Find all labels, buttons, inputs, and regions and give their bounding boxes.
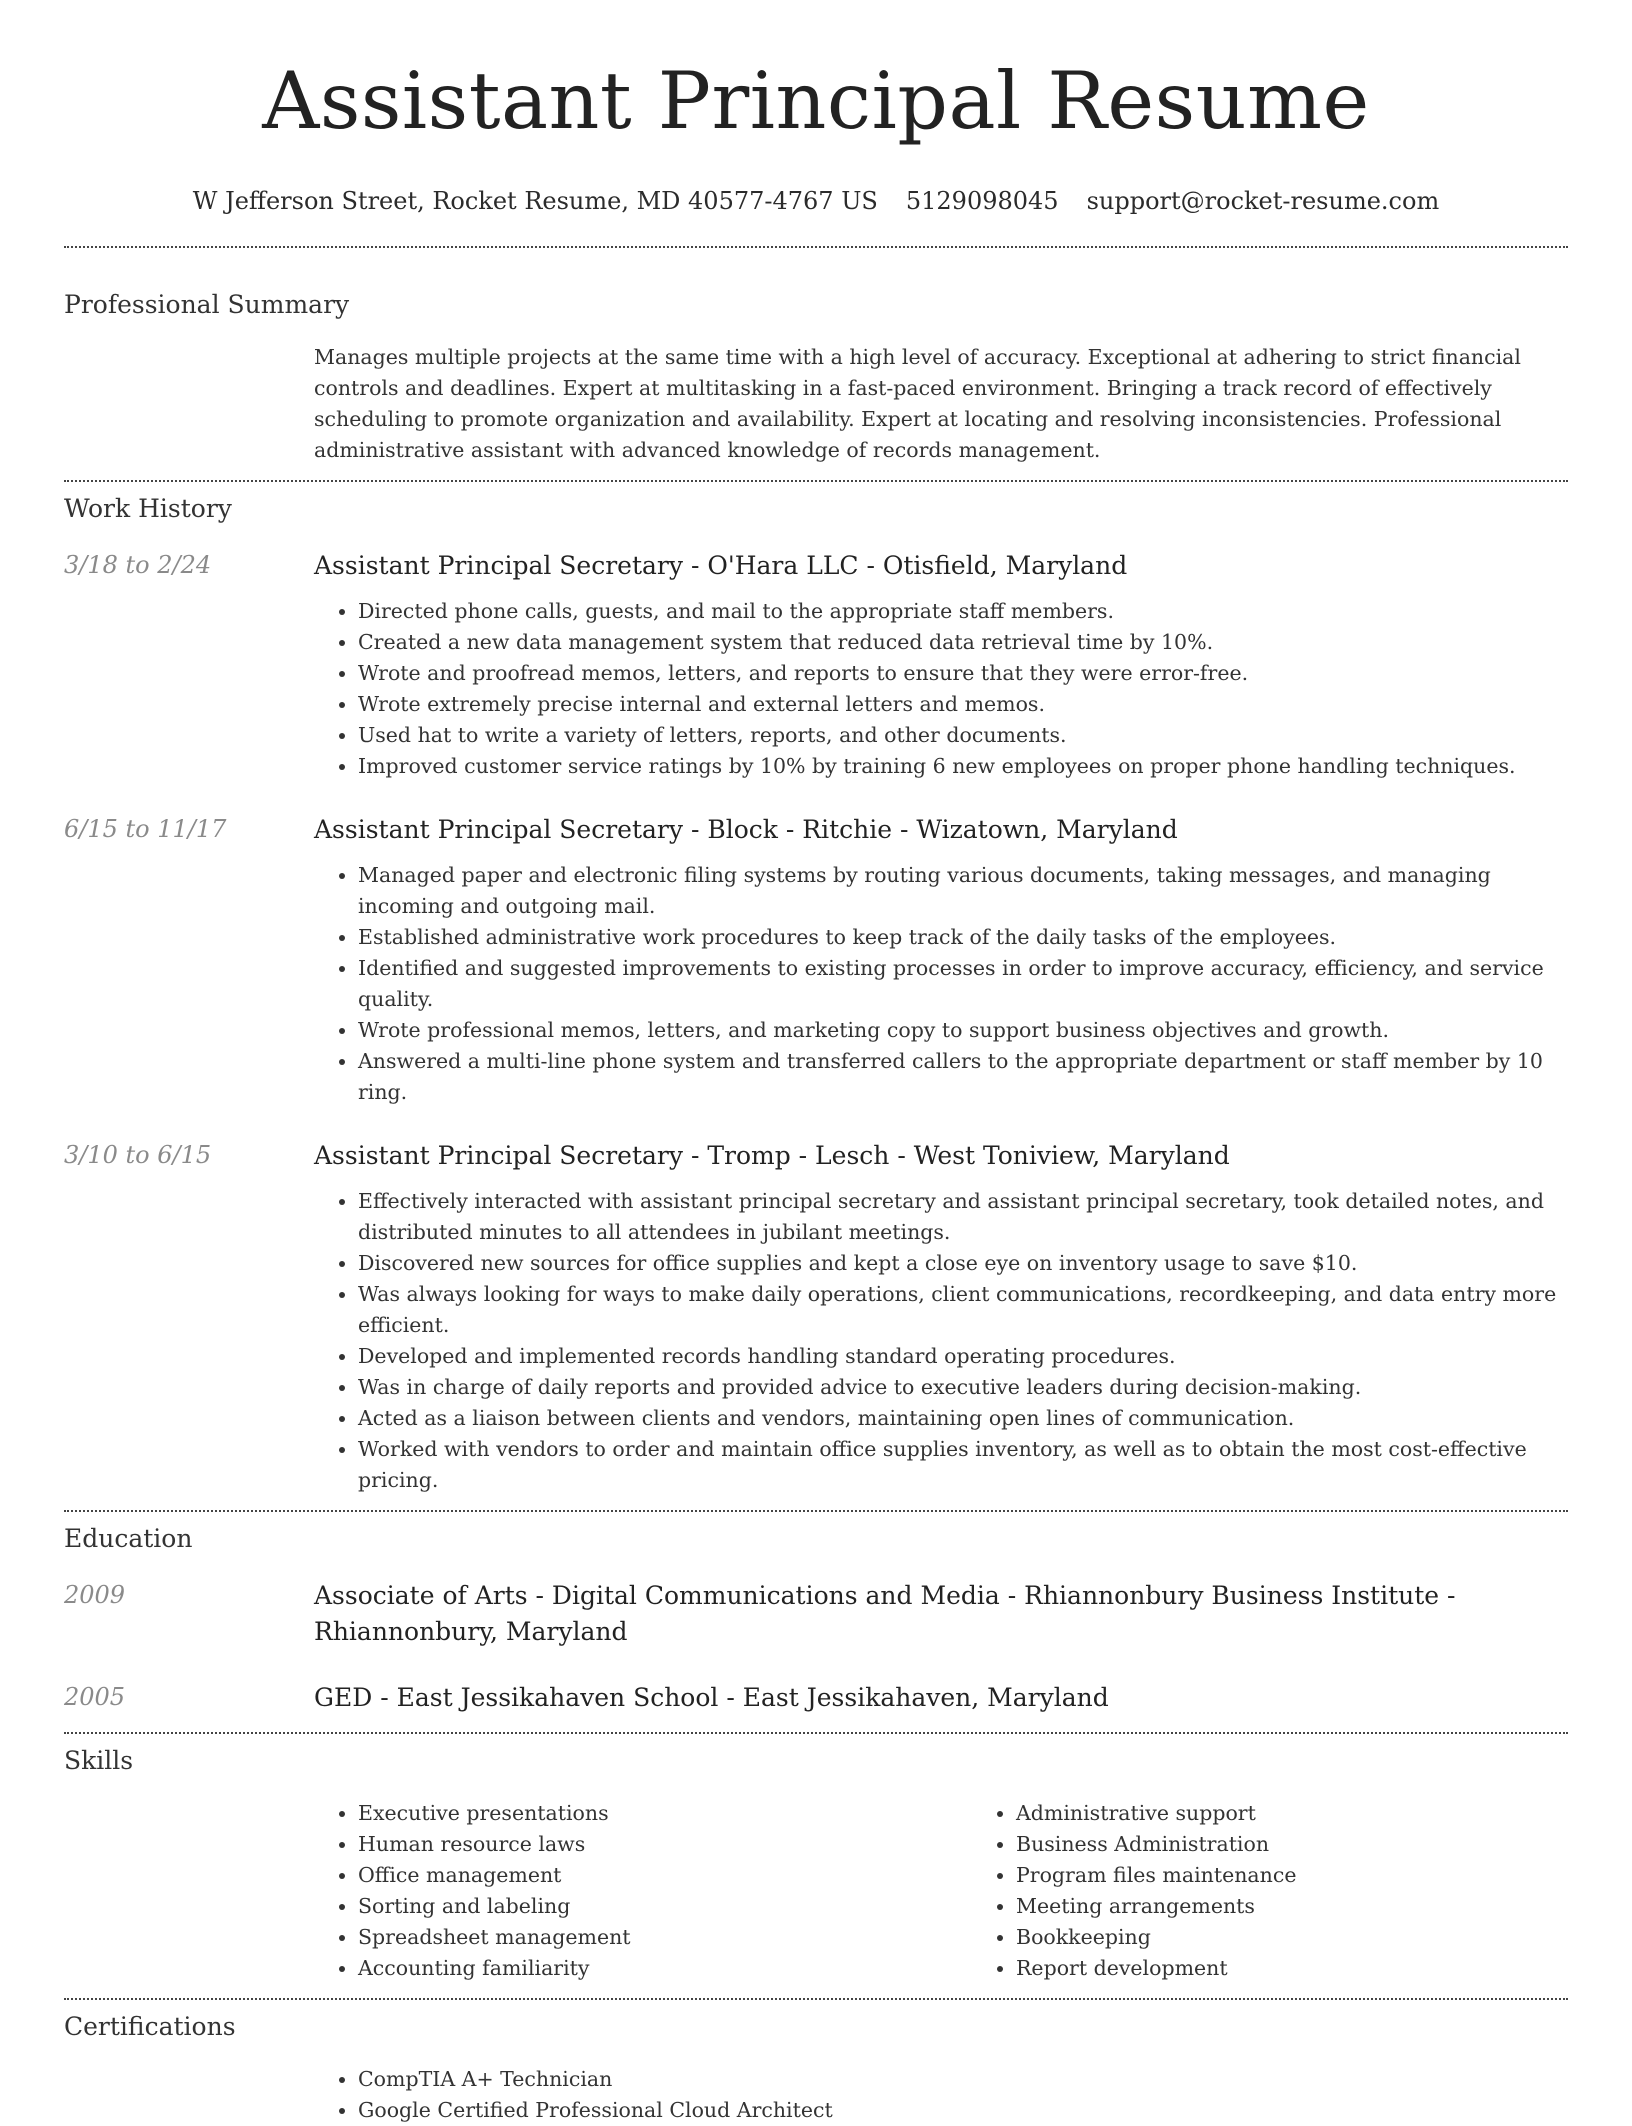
job-title: Assistant Principal Secretary - Block - Ritchie - Wizatown, Maryland xyxy=(314,815,1178,844)
list-item: • Was always looking for ways to make daily operations, client communications, recordkeeping, and data entry more efficient. xyxy=(358,1279,1568,1341)
work-history-section xyxy=(64,492,1568,1496)
education-year: 2009 xyxy=(64,1581,126,1609)
job-title: Assistant Principal Secretary - Tromp - Lesch - West Toniview, Maryland xyxy=(314,1141,1230,1170)
section-divider xyxy=(64,246,1568,248)
summary-section xyxy=(64,288,1568,466)
list-item: • Meeting arrangements xyxy=(1016,1891,1630,1922)
job-bullets xyxy=(314,596,1568,782)
education-title: GED - East Jessikahaven School - East Jessikahaven, Maryland xyxy=(314,1683,1109,1712)
contact-address: W Jefferson Street, Rocket Resume, MD 40577-4767 US xyxy=(192,187,878,215)
list-item: • Created a new data management system that reduced data retrieval time by 10%. xyxy=(358,627,1568,658)
list-item: • Discovered new sources for office supplies and kept a close eye on inventory usage to save $10. xyxy=(358,1248,1568,1279)
section-heading-summary: Professional Summary xyxy=(64,290,350,319)
section-heading-skills: Skills xyxy=(64,1746,134,1775)
education-title: Associate of Arts - Digital Communications and Media - Rhiannonbury Business Institute - Rhiannonbury, Maryland xyxy=(314,1581,1456,1646)
list-item: • Identified and suggested improvements to existing processes in order to improve accuracy, efficiency, and service quality. xyxy=(358,953,1568,1015)
list-item: • Answered a multi-line phone system and transferred callers to the appropriate department or staff member by 10 ring. xyxy=(358,1046,1568,1108)
section-heading-certifications: Certifications xyxy=(64,2012,236,2041)
job-bullets xyxy=(314,860,1568,1108)
education-entry xyxy=(64,1578,1568,1650)
resume-title: Assistant Principal Resume xyxy=(262,55,1370,147)
skills-section xyxy=(64,1744,1568,1984)
section-divider xyxy=(64,1732,1568,1734)
job-dates: 6/15 to 11/17 xyxy=(64,815,227,843)
job-entry xyxy=(64,812,1568,1108)
list-item: • Sorting and labeling xyxy=(358,1891,972,1922)
list-item: • Administrative support xyxy=(1016,1798,1630,1829)
list-item: • Wrote extremely precise internal and external letters and memos. xyxy=(358,689,1568,720)
education-year: 2005 xyxy=(64,1683,126,1711)
education-section xyxy=(64,1522,1568,1716)
certifications-list xyxy=(314,2064,1568,2126)
section-divider xyxy=(64,480,1568,482)
section-heading-education: Education xyxy=(64,1524,193,1553)
list-item: • Report development xyxy=(1016,1953,1630,1984)
contact-email: support@rocket-resume.com xyxy=(1086,187,1440,215)
list-item: • Effectively interacted with assistant principal secretary and assistant principal secretary, took detailed notes, and distributed minutes to all attendees in jubilant meetings. xyxy=(358,1186,1568,1248)
list-item: • Wrote and proofread memos, letters, and reports to ensure that they were error-free. xyxy=(358,658,1568,689)
certifications-section xyxy=(64,2010,1568,2126)
list-item: • Was in charge of daily reports and provided advice to executive leaders during decision-making. xyxy=(358,1372,1568,1403)
list-item: • Wrote professional memos, letters, and marketing copy to support business objectives and growth. xyxy=(358,1015,1568,1046)
job-entry xyxy=(64,1138,1568,1496)
resume-page xyxy=(64,0,1568,2126)
list-item: • Bookkeeping xyxy=(1016,1922,1630,1953)
list-item: • Developed and implemented records handling standard operating procedures. xyxy=(358,1341,1568,1372)
section-divider xyxy=(64,1998,1568,2000)
contact-phone: 5129098045 xyxy=(905,187,1059,215)
list-item: • Accounting familiarity xyxy=(358,1953,972,1984)
list-item: • Managed paper and electronic filing systems by routing various documents, taking messages, and managing incoming and outgoing mail. xyxy=(358,860,1568,922)
list-item: • Human resource laws xyxy=(358,1829,972,1860)
job-dates: 3/18 to 2/24 xyxy=(64,551,212,579)
list-item: • Google Certified Professional Cloud Architect xyxy=(358,2095,1568,2126)
job-title: Assistant Principal Secretary - O'Hara LLC - Otisfield, Maryland xyxy=(314,551,1128,580)
job-entry xyxy=(64,548,1568,782)
summary-text: Manages multiple projects at the same time with a high level of accuracy. Exceptional at adhering to strict financial controls and deadlines. Expert at multitasking in a fast-paced environment. Bringing a track record of effectively scheduling to promote organization and availability. Expert at locating and resolving inconsistencies. Professional administrative assistant with advanced knowledge of records management. xyxy=(314,345,1521,462)
job-dates: 3/10 to 6/15 xyxy=(64,1141,212,1169)
list-item: • Acted as a liaison between clients and vendors, maintaining open lines of communication. xyxy=(358,1403,1568,1434)
education-entry xyxy=(64,1680,1568,1716)
skills-list-right xyxy=(972,1798,1630,1984)
list-item: • Directed phone calls, guests, and mail to the appropriate staff members. xyxy=(358,596,1568,627)
list-item: • Office management xyxy=(358,1860,972,1891)
list-item: • Used hat to write a variety of letters, reports, and other documents. xyxy=(358,720,1568,751)
skills-list-left xyxy=(314,1798,972,1984)
section-divider xyxy=(64,1510,1568,1512)
contact-line xyxy=(64,184,1568,218)
job-bullets xyxy=(314,1186,1568,1496)
list-item: • Established administrative work procedures to keep track of the daily tasks of the employees. xyxy=(358,922,1568,953)
list-item: • Program files maintenance xyxy=(1016,1860,1630,1891)
list-item: • Business Administration xyxy=(1016,1829,1630,1860)
list-item: • Improved customer service ratings by 10% by training 6 new employees on proper phone handling techniques. xyxy=(358,751,1568,782)
list-item: • CompTIA A+ Technician xyxy=(358,2064,1568,2095)
list-item: • Worked with vendors to order and maintain office supplies inventory, as well as to obtain the most cost-effective pricing. xyxy=(358,1434,1568,1496)
section-heading-work-history: Work History xyxy=(64,494,232,523)
list-item: • Spreadsheet management xyxy=(358,1922,972,1953)
list-item: • Executive presentations xyxy=(358,1798,972,1829)
